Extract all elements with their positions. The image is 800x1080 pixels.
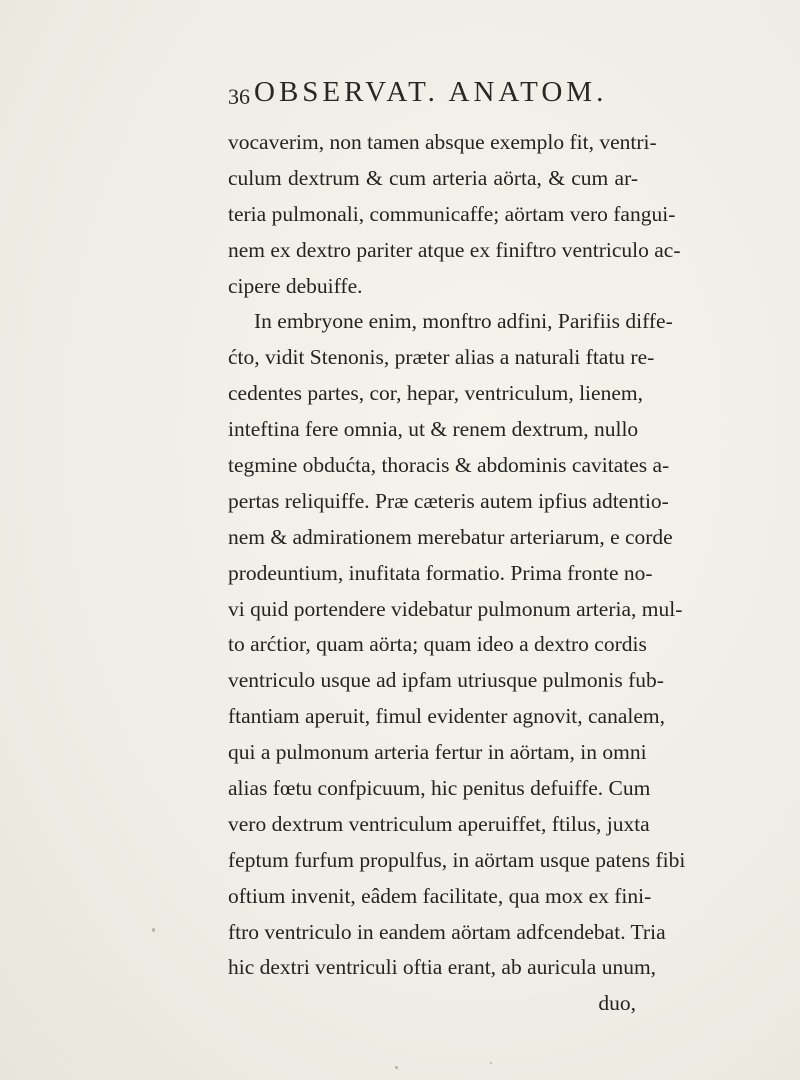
paper-speck [490,1062,492,1064]
text-line: teria pulmonali, communicaffe; aörtam vero fangui- [228,201,676,226]
text-line: hic dextri ventriculi oftia erant, ab auricula unum, [228,955,657,980]
text-line: inteftina fere omnia, ut & renem dextrum, nullo [228,417,639,442]
text-line: ćto, vidit Stenonis, præter alias a naturali ftatu re- [228,345,655,370]
text-line: oftium invenit, eâdem facilitate, qua mox ex fini- [228,883,652,908]
text-line: ventriculo usque ad ipfam utriusque pulmonis fub- [228,668,664,693]
text-line: cedentes partes, cor, hepar, ventriculum, lienem, [228,381,643,406]
paragraph-start-line: In embryone enim, monftro adfini, Parifiis diffe- [254,309,673,334]
text-line: nem ex dextro pariter atque ex finiftro ventriculo ac- [228,237,681,262]
text-line: tegmine obdućta, thoracis & abdominis cavitates a- [228,453,670,478]
text-line: vocaverim, non tamen absque exemplo fit, ventri- [228,130,657,154]
paper-speck [395,1066,398,1069]
text-line: to arćtior, quam aörta; quam ideo a dextro cordis [228,632,647,657]
text-line: ftantiam aperuit, fimul evidenter agnovit, canalem, [228,704,666,729]
text-line: ftro ventriculo in eandem aörtam adfcendebat. Tria [228,919,666,944]
running-title: OBSERVAT. ANATOM. [254,76,608,108]
text-line: feptum furfum propulfus, in aörtam usque patens fibi [228,847,686,872]
body-text [228,125,686,1022]
text-line: prodeuntium, inufitata formatio. Prima fronte no- [228,560,653,585]
text-line: vero dextrum ventriculum aperuiffet, ftilus, juxta [228,811,650,836]
text-line: culum dextrum & cum arteria aörta, & cum ar- [228,165,638,190]
catchword: duo, [598,991,636,1016]
text-line: pertas reliquiffe. Præ cæteris autem ipfius adtentio- [228,488,669,513]
text-line: qui a pulmonum arteria fertur in aörtam, in omni [228,740,647,765]
paper-speck [152,928,155,932]
text-line: cipere debuiffe. [228,273,363,298]
page-number: 36 [228,84,250,109]
text-line: alias fœtu confpicuum, hic penitus defuiffe. Cum [228,776,651,801]
text-line: nem & admirationem merebatur arteriarum, e corde [228,524,673,549]
text-line: vi quid portendere videbatur pulmonum arteria, mul- [228,596,683,621]
